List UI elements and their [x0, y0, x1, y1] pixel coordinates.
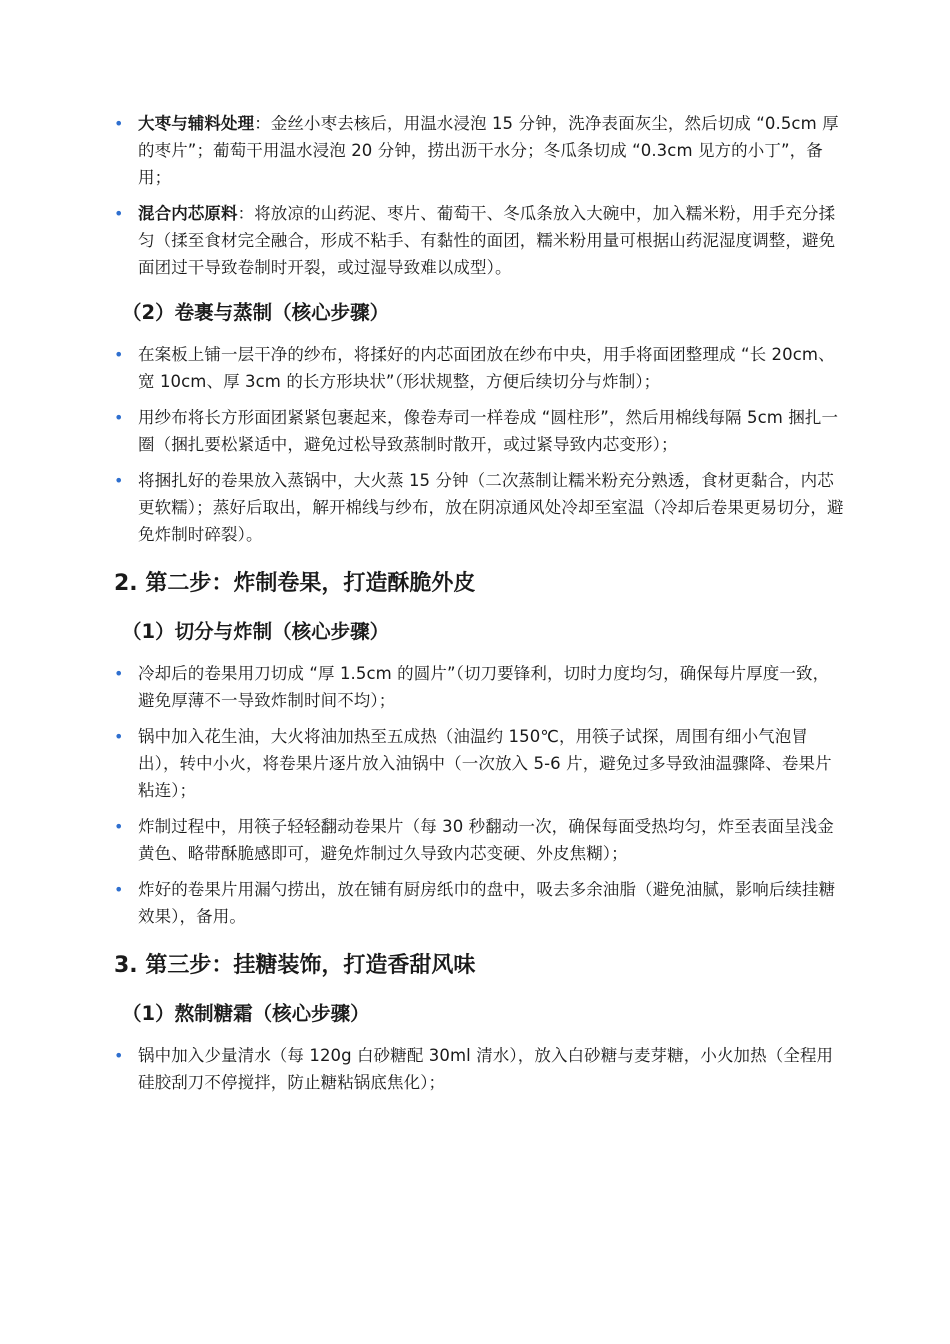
list-item: [114, 660, 844, 714]
list-item-text: 用纱布将长方形面团紧紧包裹起来，像卷寿司一样卷成 “圆柱形”，然后用棉线每隔 5cm 捆扎一圈（捆扎要松紧适中，避免过松导致蒸制时散开，或过紧导致内芯变形）；: [138, 408, 839, 454]
list-item: [114, 200, 844, 281]
bullet-icon: •: [114, 664, 124, 683]
list-item: [114, 341, 844, 395]
bullet-icon: •: [114, 1046, 124, 1065]
section-title-step-2: 2. 第二步：炸制卷果，打造酥脆外皮: [114, 571, 476, 596]
list-item: [114, 876, 844, 930]
list-item-text: ：金丝小枣去核后，用温水浸泡 15 分钟，洗净表面灰尘，然后切成 “0.5cm 厚的枣片”；葡萄干用温水浸泡 20 分钟，捞出沥干水分；冬瓜条切成 “0.3cm 见方的小丁”，备用；: [138, 114, 839, 187]
cut-fry-list: [114, 660, 844, 930]
sugar-frost-list: [114, 1042, 844, 1096]
bullet-icon: •: [114, 345, 124, 364]
wrap-steam-list: [114, 341, 844, 548]
list-item-text: 炸好的卷果片用漏勺捞出，放在铺有厨房纸巾的盘中，吸去多余油脂（避免油腻，影响后续挂糖效果），备用。: [138, 880, 836, 926]
list-item: [114, 1042, 844, 1096]
list-item-lead: 大枣与辅料处理: [138, 114, 255, 133]
bullet-icon: •: [114, 727, 124, 746]
list-item-text: 锅中加入花生油，大火将油加热至五成热（油温约 150℃，用筷子试探，周围有细小气泡冒出），转中小火，将卷果片逐片放入油锅中（一次放入 5-6 片，避免过多导致油温骤降、卷果片粘连）；: [138, 727, 832, 800]
bullet-icon: •: [114, 471, 124, 490]
list-item: [114, 723, 844, 804]
list-item: [114, 813, 844, 867]
bullet-icon: •: [114, 817, 124, 836]
bullet-icon: •: [114, 880, 124, 899]
list-item-text: 炸制过程中，用筷子轻轻翻动卷果片（每 30 秒翻动一次，确保每面受热均匀，炸至表面呈浅金黄色、略带酥脆感即可，避免炸制过久导致内芯变硬、外皮焦糊）；: [138, 817, 834, 863]
bullet-icon: •: [114, 114, 124, 133]
list-item-lead: 混合内芯原料: [138, 204, 238, 223]
ingredient-prep-list: [114, 110, 844, 281]
document-content: [114, 110, 844, 1105]
subsection-title-wrap-steam: （2）卷裹与蒸制（核心步骤）: [122, 301, 390, 324]
bullet-icon: •: [114, 408, 124, 427]
list-item-text: ：将放凉的山药泥、枣片、葡萄干、冬瓜条放入大碗中，加入糯米粉，用手充分揉匀（揉至食材完全融合，形成不粘手、有黏性的面团，糯米粉用量可根据山药泥湿度调整，避免面团过干导致卷制时开裂，或过湿导致难以成型）。: [138, 204, 836, 277]
list-item: [114, 404, 844, 458]
bullet-icon: •: [114, 204, 124, 223]
subsection-title-sugar-frost: （1）熬制糖霜（核心步骤）: [122, 1002, 370, 1025]
list-item: [114, 110, 844, 191]
section-title-step-3: 3. 第三步：挂糖装饰，打造香甜风味: [114, 953, 476, 978]
list-item-text: 将捆扎好的卷果放入蒸锅中，大火蒸 15 分钟（二次蒸制让糯米粉充分熟透，食材更黏合，内芯更软糯）；蒸好后取出，解开棉线与纱布，放在阴凉通风处冷却至室温（冷却后卷果更易切分，避免炸制时碎裂）。: [138, 471, 844, 544]
list-item-text: 冷却后的卷果用刀切成 “厚 1.5cm 的圆片”（切刀要锋利，切时力度均匀，确保每片厚度一致，避免厚薄不一导致炸制时间不均）；: [138, 664, 830, 710]
list-item-text: 锅中加入少量清水（每 120g 白砂糖配 30ml 清水），放入白砂糖与麦芽糖，小火加热（全程用硅胶刮刀不停搅拌，防止糖粘锅底焦化）；: [138, 1046, 834, 1092]
list-item-text: 在案板上铺一层干净的纱布，将揉好的内芯面团放在纱布中央，用手将面团整理成 “长 20cm、宽 10cm、厚 3cm 的长方形块状”（形状规整，方便后续切分与炸制）；: [138, 345, 835, 391]
subsection-title-cut-fry: （1）切分与炸制（核心步骤）: [122, 620, 390, 643]
list-item: [114, 467, 844, 548]
